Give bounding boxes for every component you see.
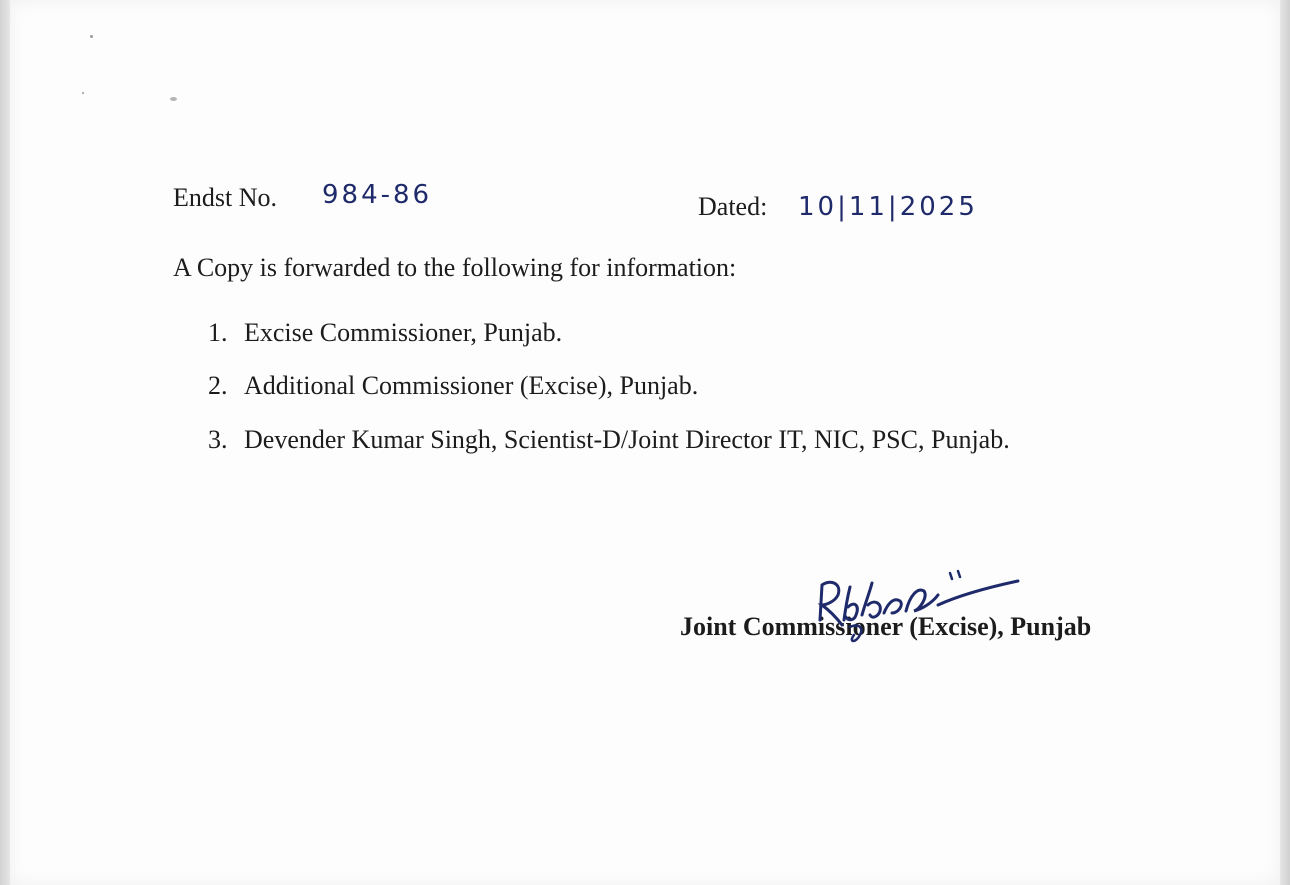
recipient-number: 1. [208,318,228,347]
recipient-number: 3. [208,425,228,454]
recipient-item: Excise Commissioner, Punjab. [244,318,563,347]
recipient-item: Additional Commissioner (Excise), Punjab. [244,371,699,400]
recipient-item: Devender Kumar Singh, Scientist-D/Joint Director IT, NIC, PSC, Punjab. [244,425,1010,454]
endorsement-number: 984-86 [322,180,433,210]
intro-line: A Copy is forwarded to the following for information: [173,253,737,282]
signatory-title: Joint Commissioner (Excise), Punjab [680,612,1092,641]
scan-speck [170,97,177,101]
scan-speck [82,92,84,94]
document-page [10,0,1280,885]
recipient-number: 2. [208,371,228,400]
date-value: 10|11|2025 [798,192,978,222]
handwritten-signature [810,565,1030,655]
page-edge-right [1280,0,1290,885]
dated-label: Dated: [698,192,768,221]
page-edge-left [0,0,10,885]
endorsement-label: Endst No. [173,183,277,212]
scan-speck [90,35,93,38]
